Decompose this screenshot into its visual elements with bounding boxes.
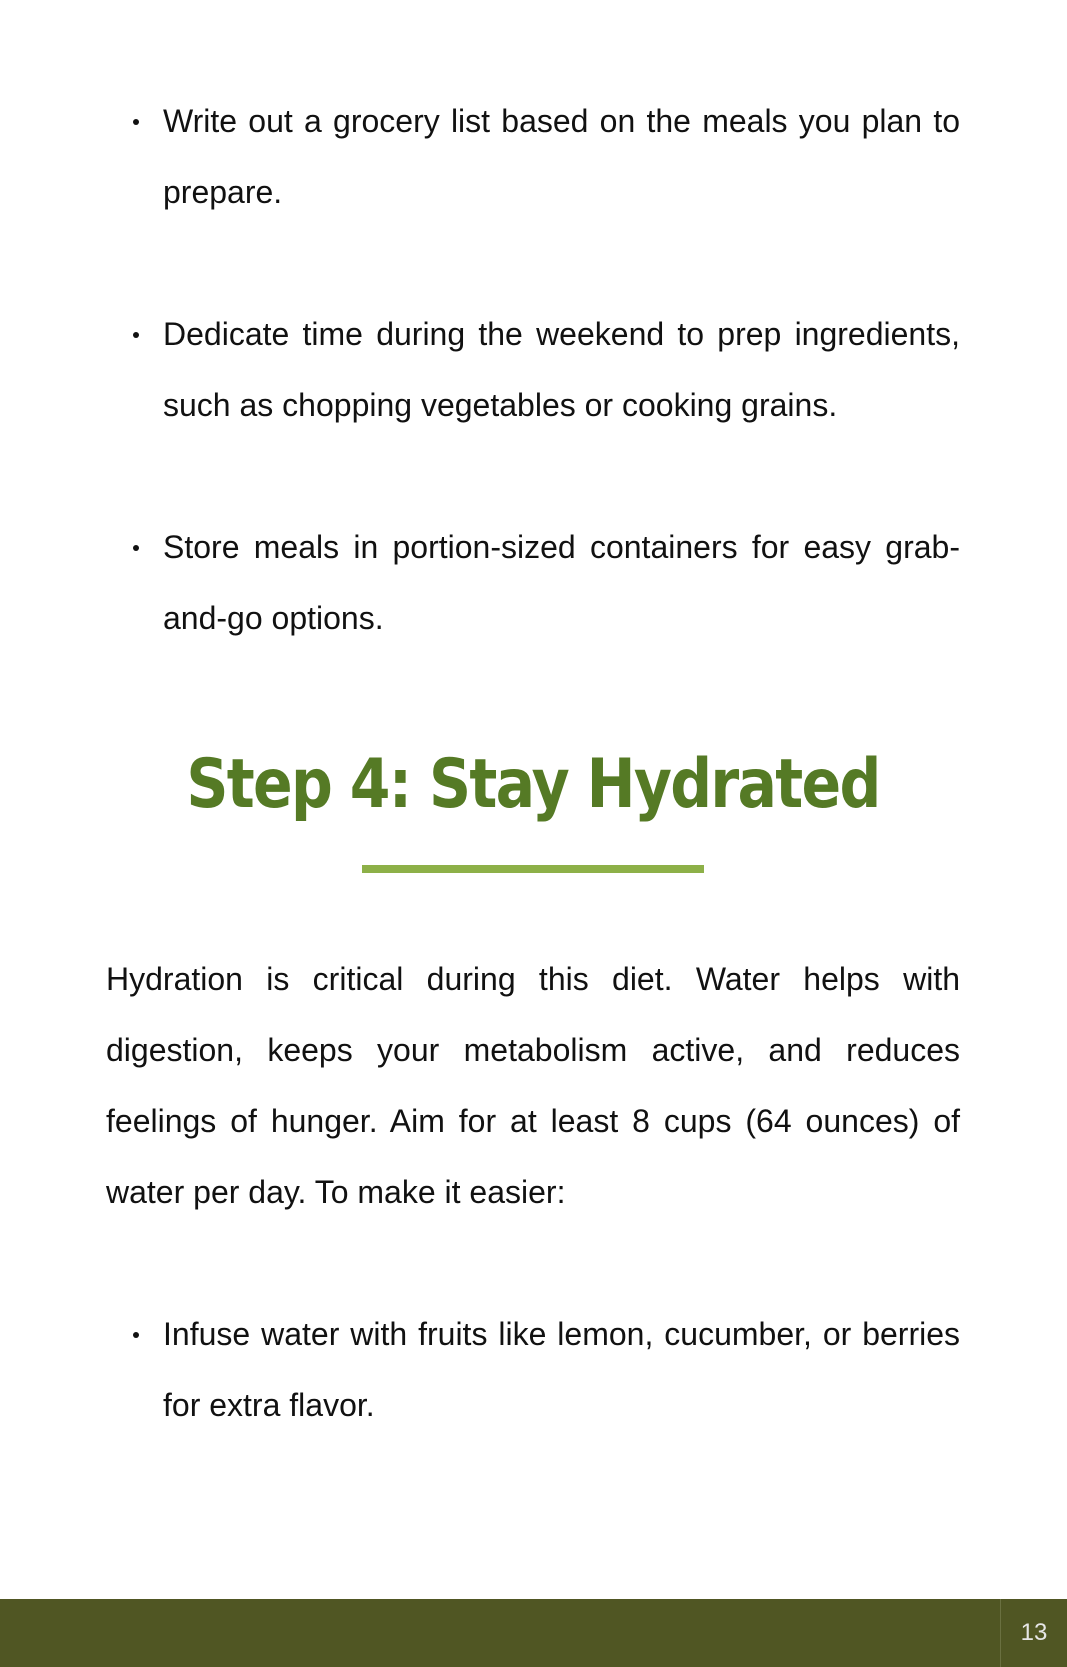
section-title: Step 4: Stay Hydrated bbox=[186, 745, 880, 824]
title-underline bbox=[362, 865, 704, 873]
section-paragraph: Hydration is critical during this diet. Water helps with digestion, keeps your metabolism active, and reduces feelings of hunger. Aim for at least 8 cups (64 ounces) of water per day. To make it easier: bbox=[106, 961, 960, 1210]
bullet-icon bbox=[133, 1332, 139, 1338]
meal-prep-list bbox=[106, 86, 960, 654]
bullet-icon bbox=[133, 332, 139, 338]
list-item-text: Store meals in portion-sized containers for easy grab-and-go options. bbox=[163, 529, 960, 636]
list-item bbox=[163, 1299, 960, 1441]
list-item-text: Dedicate time during the weekend to prep ingredients, such as chopping vegetables or cooking grains. bbox=[163, 316, 960, 423]
page-content bbox=[106, 86, 960, 1512]
list-item bbox=[163, 512, 960, 654]
bullet-icon bbox=[133, 545, 139, 551]
bullet-icon bbox=[133, 119, 139, 125]
list-item-text: Infuse water with fruits like lemon, cucumber, or berries for extra flavor. bbox=[163, 1316, 960, 1423]
hydration-tips-list bbox=[106, 1299, 960, 1441]
footer-bar bbox=[0, 1599, 1067, 1667]
list-item-text: Write out a grocery list based on the meals you plan to prepare. bbox=[163, 103, 960, 210]
list-item bbox=[163, 86, 960, 228]
list-item bbox=[163, 299, 960, 441]
page-number: 13 bbox=[1000, 1599, 1067, 1667]
